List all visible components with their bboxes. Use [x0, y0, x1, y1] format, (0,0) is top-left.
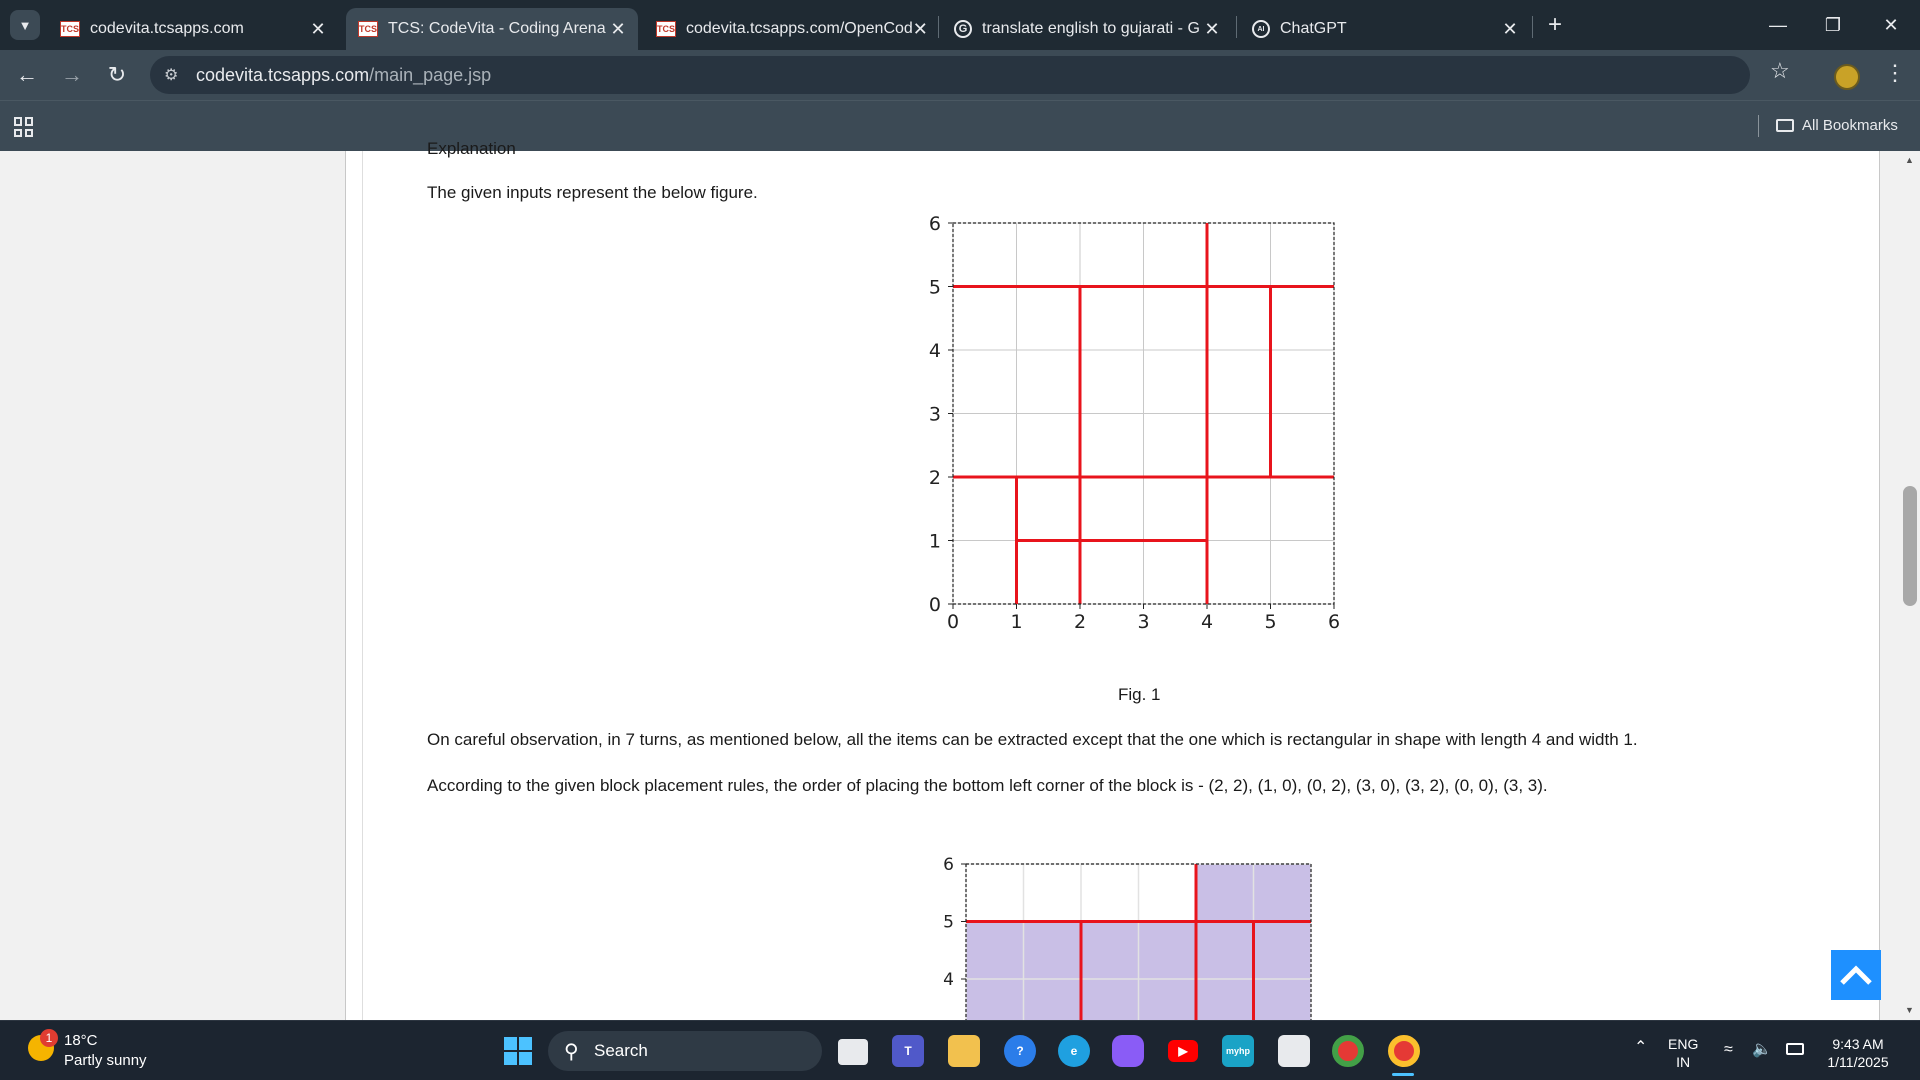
weather-widget[interactable] [64, 1031, 147, 1071]
chatgpt-favicon-icon: AI [1252, 20, 1270, 38]
bookmarks-bar [0, 100, 1920, 151]
tab-separator [938, 16, 939, 38]
battery-icon[interactable] [1786, 1043, 1804, 1055]
tab-title: translate english to gujarati - G [982, 20, 1200, 37]
intro-text: The given inputs represent the below figure. [427, 183, 758, 202]
figure-caption: Fig. 1 [1118, 685, 1161, 704]
bookmark-star-icon[interactable]: ☆ [1770, 58, 1790, 83]
temperature: 18°C [64, 1032, 98, 1049]
figure-1-chart [920, 213, 1360, 633]
scrollbar-thumb[interactable] [1903, 486, 1917, 606]
x-tick-label: 0 [946, 611, 960, 633]
address-host: codevita.tcsapps.com [196, 64, 370, 85]
chevron-up-icon [1839, 964, 1873, 986]
close-icon[interactable]: ✕ [1502, 18, 1518, 39]
y-tick-label: 2 [928, 467, 941, 489]
y-tick-label: 6 [928, 213, 941, 235]
y-tick-label: 0 [928, 594, 941, 616]
youtube-icon[interactable]: ▶ [1168, 1040, 1198, 1062]
tcs-favicon-icon: TCS [656, 21, 676, 37]
arrow-right-icon: → [61, 62, 83, 87]
active-app-indicator [1392, 1073, 1414, 1076]
tab-coding-arena[interactable] [346, 8, 638, 50]
y-tick-label: 1 [928, 530, 941, 553]
back-button[interactable] [10, 58, 44, 92]
close-icon[interactable]: ✕ [610, 18, 626, 39]
x-tick-label: 1 [1010, 611, 1023, 633]
restore-icon: ❐ [1824, 14, 1842, 35]
chrome-icon[interactable] [1332, 1035, 1364, 1067]
reload-button[interactable] [100, 58, 134, 92]
figure-2-chart [920, 846, 1360, 1046]
filled-cell [1254, 864, 1312, 922]
teams-icon[interactable]: T [892, 1035, 924, 1067]
chrome-profile-icon[interactable] [1388, 1035, 1420, 1067]
filled-cell [966, 922, 1024, 980]
search-label: Search [594, 1041, 648, 1060]
clock-time: 9:43 AM [1832, 1036, 1884, 1052]
start-button[interactable] [504, 1037, 532, 1065]
plus-icon: + [1547, 11, 1562, 38]
folder-icon [1776, 119, 1794, 132]
scroll-down-icon[interactable]: ▼ [1905, 1005, 1914, 1015]
scroll-up-icon[interactable]: ▲ [1905, 155, 1914, 165]
tab-chatgpt[interactable] [1240, 8, 1530, 50]
tab-title: TCS: CodeVita - Coding Arena [388, 20, 606, 37]
all-bookmarks-label: All Bookmarks [1802, 117, 1898, 134]
x-tick-label: 6 [1327, 611, 1341, 633]
y-tick-label: 6 [943, 855, 954, 875]
chevron-down-icon: ▼ [18, 17, 32, 33]
help-icon[interactable]: ? [1004, 1035, 1036, 1067]
weather-badge: 1 [40, 1029, 58, 1047]
close-window-button[interactable] [1866, 8, 1916, 42]
clock-date: 1/11/2025 [1827, 1054, 1889, 1070]
minimize-button[interactable] [1753, 8, 1803, 42]
tab-separator [1236, 16, 1237, 38]
more-menu-icon[interactable]: ⋮ [1884, 60, 1906, 85]
y-tick-label: 4 [928, 340, 941, 362]
filled-cell [1024, 922, 1082, 980]
y-tick-label: 4 [943, 970, 954, 990]
language-indicator[interactable] [1668, 1035, 1698, 1071]
google-favicon-icon: G [954, 20, 972, 38]
x-tick-label: 3 [1137, 611, 1150, 633]
wifi-icon[interactable]: ≈ [1724, 1041, 1733, 1058]
arrow-left-icon: ← [16, 62, 38, 87]
scroll-to-top-button[interactable] [1831, 950, 1881, 1000]
task-view-icon[interactable] [838, 1039, 868, 1065]
myhp-icon[interactable]: myhp [1222, 1035, 1254, 1067]
search-icon: ⚲ [564, 1041, 579, 1063]
tab-search-button[interactable] [10, 10, 40, 40]
minimize-icon: — [1769, 14, 1787, 35]
tab-separator [1532, 16, 1533, 38]
observation-text: On careful observation, in 7 turns, as mentioned below, all the items can be extracted except that the one which is rectangular in shape with length 4 and width 1. [427, 730, 1638, 749]
tab-codevita-home[interactable] [48, 8, 338, 50]
windows-taskbar [0, 1020, 1920, 1080]
show-hidden-icons[interactable]: ⌃ [1634, 1039, 1648, 1056]
tab-strip [0, 0, 1920, 50]
all-bookmarks-button[interactable] [1776, 117, 1898, 134]
close-icon[interactable]: ✕ [912, 18, 928, 39]
tab-translate[interactable] [942, 8, 1232, 50]
tab-title: codevita.tcsapps.com [90, 20, 244, 37]
edge-icon[interactable]: e [1058, 1035, 1090, 1067]
page-viewport [0, 139, 1900, 1020]
site-info-icon[interactable]: ⚙ [164, 67, 179, 84]
filled-cell [1139, 922, 1197, 980]
new-tab-button[interactable] [1540, 10, 1570, 40]
file-explorer-icon[interactable] [948, 1035, 980, 1067]
tab-title: codevita.tcsapps.com/OpenCod [686, 20, 913, 37]
taskbar-search[interactable] [548, 1031, 822, 1071]
browser-toolbar [0, 50, 1920, 100]
forward-button[interactable] [55, 58, 89, 92]
filled-cell [1081, 922, 1139, 980]
weather-condition: Partly sunny [64, 1052, 147, 1069]
region-code: IN [1676, 1054, 1691, 1070]
restore-button[interactable] [1808, 8, 1858, 42]
reload-icon: ↻ [107, 62, 127, 87]
placement-order-text: According to the given block placement rules, the order of placing the bottom left corner of the block is - (2, 2), (1, 0), (0, 2), (3, 0), (3, 2), (0, 0), (3, 3). [427, 776, 1548, 795]
page-scrollbar[interactable] [1900, 151, 1920, 1020]
tcs-favicon-icon: TCS [358, 21, 378, 37]
x-tick-label: 2 [1073, 611, 1087, 633]
apps-icon[interactable] [14, 117, 34, 137]
y-tick-label: 5 [928, 276, 941, 299]
copilot-icon[interactable] [1112, 1035, 1144, 1067]
tcs-favicon-icon: TCS [60, 21, 80, 37]
store-icon[interactable] [1278, 1035, 1310, 1067]
language-code: ENG [1668, 1036, 1699, 1052]
close-icon: ✕ [1883, 14, 1899, 35]
close-icon[interactable]: ✕ [1204, 18, 1220, 39]
explanation-heading: Explanation [427, 139, 516, 158]
tab-opencode[interactable] [644, 8, 934, 50]
filled-cell [1196, 922, 1254, 980]
filled-cell [1196, 864, 1254, 922]
y-tick-label: 5 [943, 912, 954, 933]
tab-title: ChatGPT [1280, 20, 1347, 37]
x-tick-label: 4 [1200, 611, 1214, 633]
volume-icon[interactable]: 🔈 [1752, 1041, 1772, 1058]
y-tick-label: 3 [928, 403, 941, 426]
address-path: /main_page.jsp [369, 64, 492, 85]
close-icon[interactable]: ✕ [310, 18, 326, 39]
clock[interactable] [1822, 1035, 1894, 1071]
address-bar[interactable] [150, 56, 1750, 94]
filled-cell [1254, 922, 1312, 980]
x-tick-label: 5 [1264, 611, 1277, 633]
profile-avatar[interactable] [1834, 64, 1860, 90]
bookmarks-separator [1758, 115, 1759, 137]
